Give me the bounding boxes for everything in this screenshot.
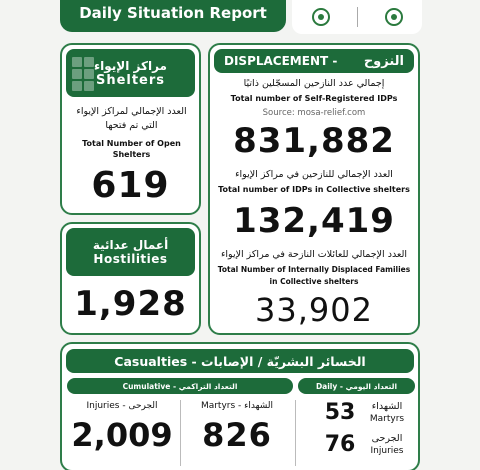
logo-strip — [292, 0, 422, 34]
martyrs-label: Martyrs - الشهداء — [200, 401, 274, 411]
column-divider-2 — [295, 400, 296, 466]
hostilities-card — [60, 222, 201, 335]
casualties-title-en: Casualties - — [114, 353, 197, 369]
casualties-title-ar: الخسائر البشريّة / الإصابات — [201, 353, 366, 369]
logo-divider — [357, 7, 358, 27]
collective-label-ar: العدد الإجمالي للنازحين في مراكز الإيواء — [235, 169, 393, 180]
hostilities-header — [66, 228, 195, 276]
collective-idps-count: 132,419 — [233, 201, 395, 241]
building-icon — [72, 57, 94, 91]
daily-martyrs-label-ar: الشهداء — [371, 401, 403, 412]
open-shelters-count: 619 — [91, 165, 170, 206]
hostilities-title-ar: أعمال عدائية — [92, 238, 169, 252]
shelters-label-ar: العدد الإجمالي لمراكز الإيواء التي تم فتحها — [76, 106, 187, 131]
displacement-title-en: DISPLACEMENT - — [224, 54, 338, 68]
displacement-card — [208, 43, 420, 335]
shelters-title-ar: مراكز الإيواء — [94, 58, 167, 73]
shelters-header — [66, 49, 195, 97]
hostilities-count: 1,928 — [74, 284, 187, 324]
shelters-title-en: Shelters — [95, 72, 166, 88]
casualties-card — [60, 342, 420, 470]
cumulative-header: Cumulative - التعداد التراكمي — [67, 378, 293, 394]
martyrs-cumulative-count: 826 — [202, 416, 272, 454]
column-divider — [180, 400, 181, 466]
injuries-cumulative-count: 2,009 — [71, 416, 173, 454]
self-registered-count: 831,882 — [233, 121, 395, 161]
daily-injuries-count: 76 — [324, 432, 356, 457]
shelters-card — [60, 43, 201, 215]
injuries-label: Injuries - الجرحى — [86, 401, 158, 411]
daily-martyrs-count: 53 — [324, 400, 356, 425]
collective-label-en: Total number of IDPs in Collective shelters — [218, 185, 410, 194]
daily-martyrs-label-en: Martyrs — [369, 414, 405, 424]
self-registered-label-ar: إجمالي عدد النازحين المسجّلين ذاتيًا — [243, 78, 385, 89]
source-note: Source: mosa-relief.com — [262, 108, 366, 118]
daily-injuries-label-ar: الجرحى — [371, 433, 403, 444]
families-label-en-1: Total Number of Internally Displaced Families — [217, 265, 411, 274]
shelters-label-en: Total Number of Open Shelters — [82, 139, 181, 159]
displacement-header — [214, 49, 414, 73]
displacement-title-ar: النزوح — [363, 53, 404, 69]
self-registered-label-en: Total number of Self-Registered IDPs — [230, 94, 398, 103]
displaced-families-count: 33,902 — [255, 291, 373, 329]
report-title: Daily Situation Report — [60, 0, 286, 32]
families-label-ar: العدد الإجمالي للعائلات النازحة في مراكز الإيواء — [220, 249, 408, 260]
hostilities-title-en: Hostilities — [93, 252, 168, 266]
ministry-logo-icon — [312, 8, 330, 26]
daily-header: Daily - التعداد اليومي — [298, 378, 415, 394]
casualties-header — [66, 349, 414, 373]
daily-injuries-label-en: Injuries — [370, 446, 404, 456]
government-emblem-icon — [385, 8, 403, 26]
families-label-en-2: in Collective shelters — [269, 277, 359, 286]
